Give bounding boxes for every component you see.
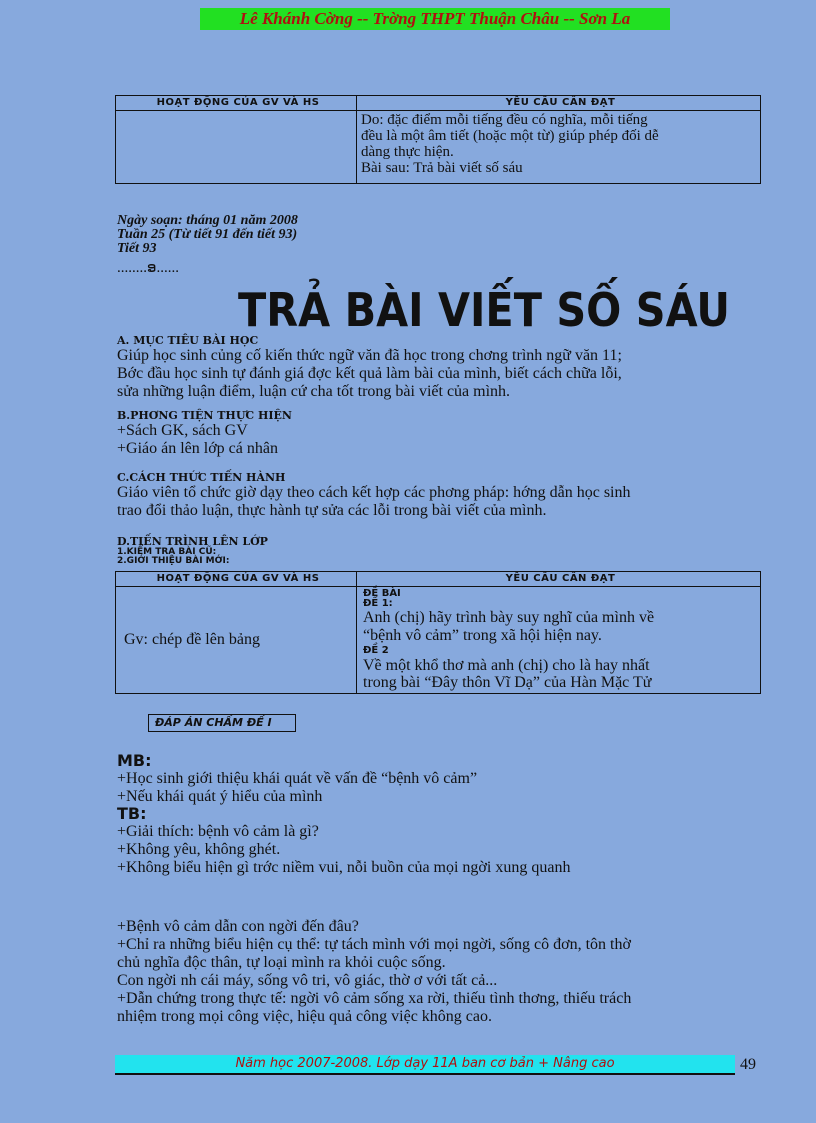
section-c [117, 472, 630, 520]
body-line: +Giải thích: bệnh vô cảm là gì? [117, 823, 319, 840]
col-header-activity: HOẠT ĐỘNG CỦA GV VÀ HS [116, 572, 357, 587]
topic-heading: ĐỀ BÀI [363, 588, 401, 599]
topic-2-line: Về một khổ thơ mà anh (chị) cho là hay nhất [363, 657, 650, 674]
prep-date: Ngày soạn: tháng 01 năm 2008 [117, 213, 298, 228]
body-line: +Dẫn chứng trong thực tế: ngời vô cảm sống xa rời, thiếu tình thơng, thiếu trách [117, 990, 632, 1007]
requirement-cell [357, 111, 761, 184]
body-section-continued [117, 918, 631, 1026]
col-header-requirement: YÊU CẦU CẦN ĐẠT [357, 572, 761, 587]
section-b [117, 410, 292, 458]
lesson-meta [117, 214, 298, 256]
section-d-sub1: 1.KIỂM TRA BÀI CŨ: [117, 547, 217, 557]
section-a-heading: A. MỤC TIÊU BÀI HỌC [117, 334, 259, 347]
section-a-line: Bớc đầu học sinh tự đánh giá đợc kết quả làm bài của mình, biết cách chữa lỗi, [117, 365, 622, 382]
intro-line: +Học sinh giới thiệu khái quát về vấn đề “bệnh vô cảm” [117, 770, 478, 787]
section-b-heading: B.PHƠNG TIỆN THỰC HIỆN [117, 409, 292, 422]
section-b-line: +Sách GK, sách GV [117, 422, 248, 439]
section-d-sub2: 2.GIỚI THIỆU BÀI MỚI: [117, 556, 230, 566]
col-header-activity: HOẠT ĐỘNG CỦA GV VÀ HS [116, 96, 357, 111]
body-line: Con ngời nh cái máy, sống vô tri, vô giác, thờ ơ với tất cả... [117, 972, 498, 989]
body-section [117, 805, 570, 877]
intro-label: MB: [117, 751, 152, 770]
topic-1-line: Anh (chị) hãy trình bày suy nghĩ của mình về [363, 609, 655, 626]
topic-1-line: “bệnh vô cảm” trong xã hội hiện nay. [363, 627, 602, 644]
body-label: TB: [117, 804, 147, 823]
section-c-heading: C.CÁCH THỨC TIẾN HÀNH [117, 471, 286, 484]
week-info: Tuần 25 (Từ tiết 91 đến tiết 93) [117, 227, 298, 242]
activity-table-main [115, 571, 761, 694]
lesson-number: Tiết 93 [117, 241, 157, 256]
intro-section [117, 752, 477, 806]
section-a [117, 335, 757, 401]
body-line: nhiệm trong mọi công việc, hiệu quả công việc không cao. [117, 1008, 493, 1025]
section-a-line: sửa những luận điểm, luận cứ cha tốt trong bài viết của mình. [117, 383, 511, 400]
section-a-line: Giúp học sinh củng cố kiến thức ngữ văn đã học trong chơng trình ngữ văn 11; [117, 347, 622, 364]
page-number: 49 [740, 1056, 756, 1073]
section-d-heading: D.TIẾN TRÌNH LÊN LỚP [117, 535, 268, 548]
activity-table-top [115, 95, 761, 184]
body-line: chủ nghĩa độc thân, tự loại mình ra khỏi cuộc sống. [117, 954, 446, 971]
section-c-line: trao đổi thảo luận, thực hành tự sửa các lỗi trong bài viết của mình. [117, 502, 547, 519]
body-line: +Không biểu hiện gì trớc niềm vui, nỗi buồn của mọi ngời xung quanh [117, 859, 571, 876]
body-line: +Không yêu, không ghét. [117, 841, 281, 858]
section-d [117, 536, 268, 566]
requirement-line: Bài sau: Trả bài viết số sáu [361, 160, 523, 176]
col-header-requirement: YÊU CẦU CẦN ĐẠT [357, 96, 761, 111]
activity-text: Gv: chép đề lên bảng [124, 631, 260, 648]
topic-2-label: ĐỀ 2 [363, 645, 389, 656]
intro-line: +Nếu khái quát ý hiểu của mình [117, 788, 323, 805]
activity-cell [116, 111, 357, 184]
ornament-divider: ........ອ...... [117, 260, 179, 276]
page-header: Lê Khánh Cờng -- Trờng THPT Thuận Châu -- Sơn La [200, 8, 670, 30]
answer-key-heading: ĐÁP ÁN CHẤM ĐỀ I [148, 714, 296, 732]
page-footer: Năm học 2007-2008. Lớp dạy 11A ban cơ bản + Nâng cao [115, 1055, 735, 1075]
topic-1-label: ĐỀ 1: [363, 598, 393, 609]
section-c-line: Giáo viên tổ chức giờ dạy theo cách kết hợp các phơng pháp: hớng dẫn học sinh [117, 484, 631, 501]
topic-2-line: trong bài “Đây thôn Vĩ Dạ” của Hàn Mặc Tử [363, 675, 652, 691]
body-line: +Chỉ ra những biểu hiện cụ thể: tự tách mình với mọi ngời, sống cô đơn, tôn thờ [117, 936, 631, 953]
page-title: TRẢ BÀI VIẾT SỐ SÁU [238, 283, 730, 337]
section-b-line: +Giáo án lên lớp cá nhân [117, 440, 278, 457]
requirement-line: đều là một âm tiết (hoặc một từ) giúp phép đối dễ [361, 128, 659, 144]
body-line: +Bệnh vô cảm dẫn con ngời đến đâu? [117, 918, 359, 935]
requirement-line: dàng thực hiện. [361, 144, 454, 160]
requirement-cell [357, 587, 761, 694]
requirement-line: Do: đặc điểm mỗi tiếng đều có nghĩa, mỗi tiếng [361, 112, 648, 128]
activity-cell [116, 587, 357, 694]
